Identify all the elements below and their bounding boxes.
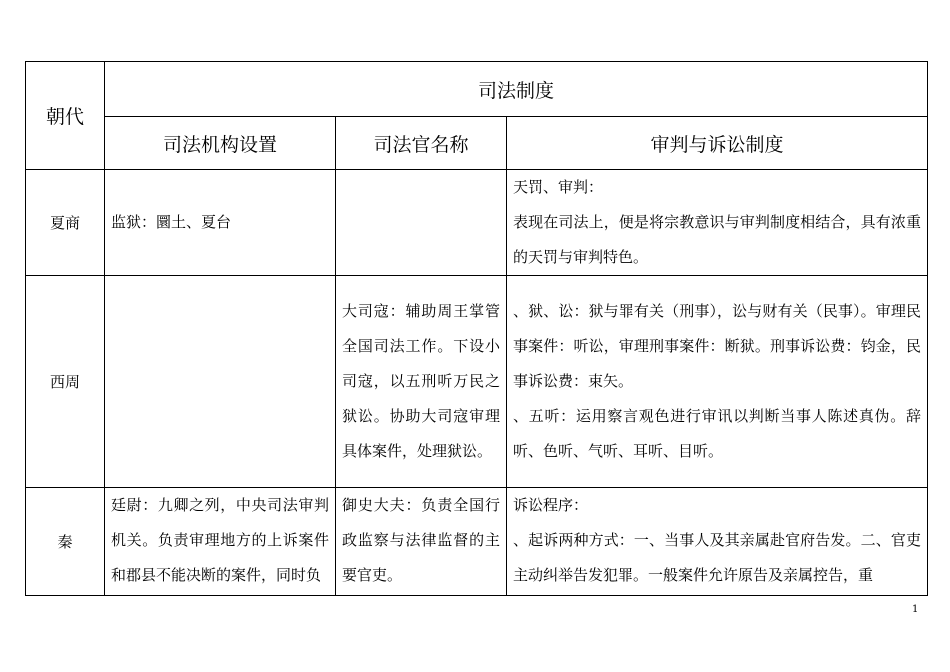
- trial-paragraph: 、起诉两种方式：一、当事人及其亲属赴官府告发。二、官吏主动纠举告发犯罪。一般案件允许原告及亲属控告，重: [513, 531, 921, 584]
- trial-paragraph: 天罚、审判：: [513, 178, 604, 196]
- header-legal-system: 司法制度: [105, 62, 928, 117]
- trial-cell: [507, 488, 928, 596]
- trial-paragraph: 、五听：运用察言观色进行审讯以判断当事人陈述真伪。辞听、色听、气听、耳听、目听。: [513, 407, 921, 460]
- table-row: [26, 170, 928, 276]
- trial-paragraph: 表现在司法上，便是将宗教意识与审判制度相结合，具有浓重的天罚与审判特色。: [513, 213, 921, 266]
- table-row: [26, 488, 928, 596]
- officials-cell: 大司寇：辅助周王掌管全国司法工作。下设小司寇，以五刑听万民之狱讼。协助大司寇审理具体案件，处理狱讼。: [336, 276, 507, 488]
- dynasty-cell: 秦: [26, 488, 105, 596]
- header-institution: 司法机构设置: [105, 117, 336, 170]
- officials-cell: [336, 170, 507, 276]
- trial-paragraph: 、狱、讼：狱与罪有关（刑事），讼与财有关（民事）。审理民事案件：听讼，审理刑事案件：断狱。刑事诉讼费：钧金，民事诉讼费：束矢。: [513, 302, 921, 390]
- dynasty-cell: 西周: [26, 276, 105, 488]
- page-number: 1: [912, 604, 919, 615]
- header-trial: 审判与诉讼制度: [507, 117, 928, 170]
- legal-system-table: [25, 61, 928, 596]
- institution-cell: 监狱：圜土、夏台: [105, 170, 336, 276]
- dynasty-cell: 夏商: [26, 170, 105, 276]
- trial-cell: [507, 276, 928, 488]
- trial-paragraph: 诉讼程序：: [513, 496, 589, 514]
- officials-cell: 御史大夫：负责全国行政监察与法律监督的主要官吏。: [336, 488, 507, 596]
- table-row: [26, 276, 928, 488]
- institution-cell: [105, 276, 336, 488]
- institution-cell: 廷尉：九卿之列，中央司法审判机关。负责审理地方的上诉案件和郡县不能决断的案件，同时负: [105, 488, 336, 596]
- header-dynasty: 朝代: [26, 62, 105, 170]
- header-officials: 司法官名称: [336, 117, 507, 170]
- trial-cell: [507, 170, 928, 276]
